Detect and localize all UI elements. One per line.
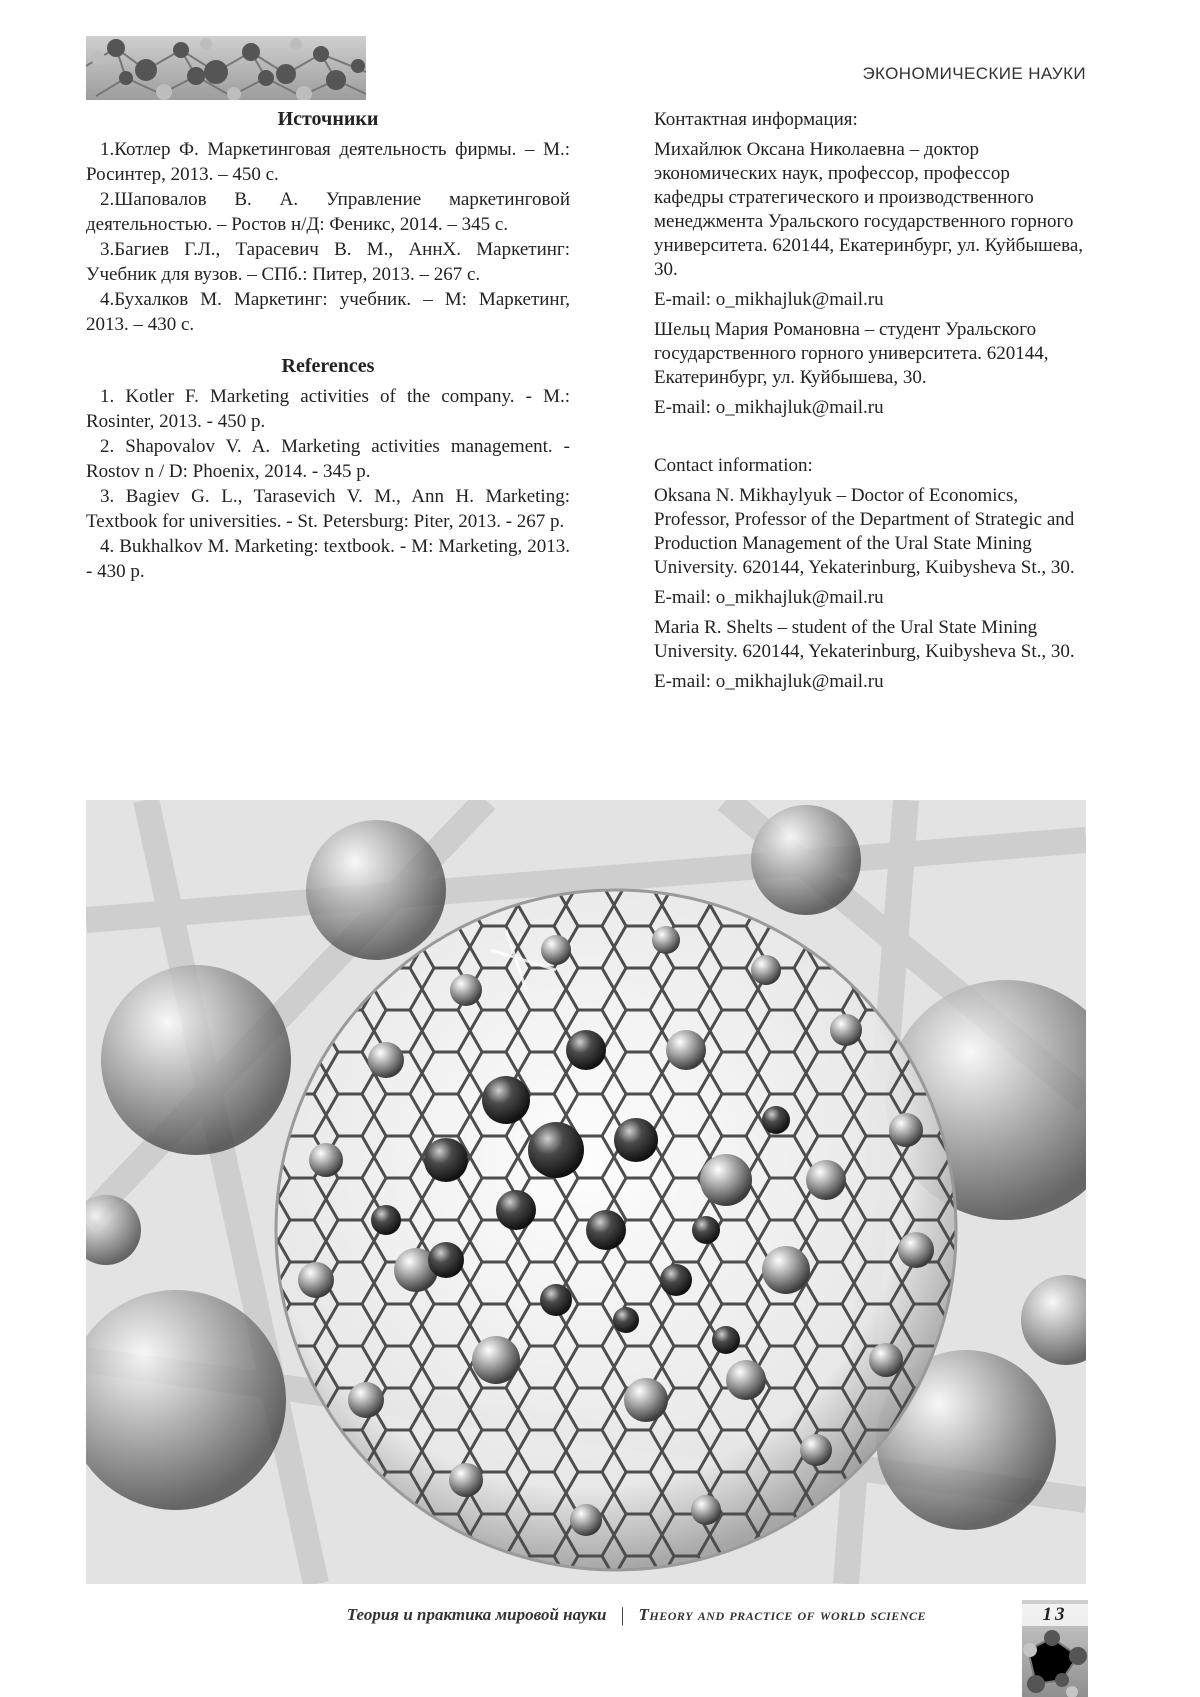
page-footer xyxy=(86,1600,926,1630)
sources-list xyxy=(86,137,570,337)
reference-item: 4. Bukhalkov M. Marketing: textbook. - M: Marketing, 2013. - 430 p. xyxy=(86,536,570,582)
source-item: 4.Бухалков М. Маркетинг: учебник. – М: Маркетинг, 2013. – 430 с. xyxy=(86,289,570,335)
contact-heading-en: Contact information: xyxy=(654,455,813,476)
reference-item: 2. Shapovalov V. A. Marketing activities management. - Rostov n / D: Phoenix, 2014. - 345 p. xyxy=(86,436,570,482)
fullerene-sphere-image xyxy=(86,800,1086,1584)
contact-column xyxy=(654,108,1084,700)
fullerene-illustration xyxy=(86,800,1086,1584)
source-item: 1.Котлер Ф. Маркетинговая деятельность фирмы. – М.: Росинтер, 2013. – 450 с. xyxy=(86,139,570,185)
reference-item: 1. Kotler F. Marketing activities of the company. - M.: Rosinter, 2013. - 450 p. xyxy=(86,386,570,432)
contact-person-en-1: Oksana N. Mikhaylyuk – Doctor of Economics, Professor, Professor of the Department of Strategic and Production Management of the Ural State Mining University. 620144, Yekaterinburg, Kuibysheva St., 30. xyxy=(654,485,1075,578)
source-item: 2.Шаповалов В. А. Управление маркетинговой деятельностью. – Ростов н/Д: Феникс, 2014. – 345 с. xyxy=(86,189,570,235)
contact-email-en-1[interactable]: E-mail: o_mikhajluk@mail.ru xyxy=(654,587,884,608)
bibliography-column xyxy=(86,108,570,584)
references-heading: References xyxy=(281,355,375,377)
header-molecule-banner xyxy=(86,36,366,100)
footer-journal-ru: Теория и практика мировой науки xyxy=(346,1605,607,1624)
contact-email-ru-2[interactable]: E-mail: o_mikhajluk@mail.ru xyxy=(654,397,884,418)
molecule-banner-graphic xyxy=(86,36,366,100)
contact-heading-ru: Контактная информация: xyxy=(654,109,858,130)
page-number: 13 xyxy=(1022,1604,1088,1626)
contact-spacer xyxy=(654,426,1084,454)
references-list xyxy=(86,384,570,584)
footer-journal-en: Theory and practice of world science xyxy=(638,1605,926,1624)
journal-section-label: ЭКОНОМИЧЕСКИЕ НАУКИ xyxy=(862,64,1086,83)
contact-person-ru-1: Михайлюк Оксана Николаевна – доктор экономических наук, профессор, профессор кафедры стратегического и производственного менеджмента Уральского государственного горного университета. 620144, Екатеринбург, ул. Куйбышева, 30. xyxy=(654,139,1084,280)
source-item: 3.Багиев Г.Л., Тарасевич В. М., АннХ. Маркетинг: Учебник для вузов. – СПб.: Питер, 2013. – 267 с. xyxy=(86,239,570,285)
contact-email-ru-1[interactable]: E-mail: o_mikhajluk@mail.ru xyxy=(654,289,884,310)
contact-person-en-2: Maria R. Shelts – student of the Ural State Mining University. 620144, Yekaterinburg, Kuibysheva St., 30. xyxy=(654,617,1075,662)
page-number-tab xyxy=(1022,1600,1088,1697)
contact-email-en-2[interactable]: E-mail: o_mikhajluk@mail.ru xyxy=(654,671,884,692)
footer-separator: | xyxy=(620,1603,625,1626)
contact-person-ru-2: Шельц Мария Романовна – студент Уральского государственного горного университета. 620144, Екатеринбург, ул. Куйбышева, 30. xyxy=(654,319,1049,388)
reference-item: 3. Bagiev G. L., Tarasevich V. M., Ann H. Marketing: Textbook for universities. - St. Petersburg: Piter, 2013. - 267 p. xyxy=(86,486,570,532)
sources-heading: Источники xyxy=(277,108,379,130)
